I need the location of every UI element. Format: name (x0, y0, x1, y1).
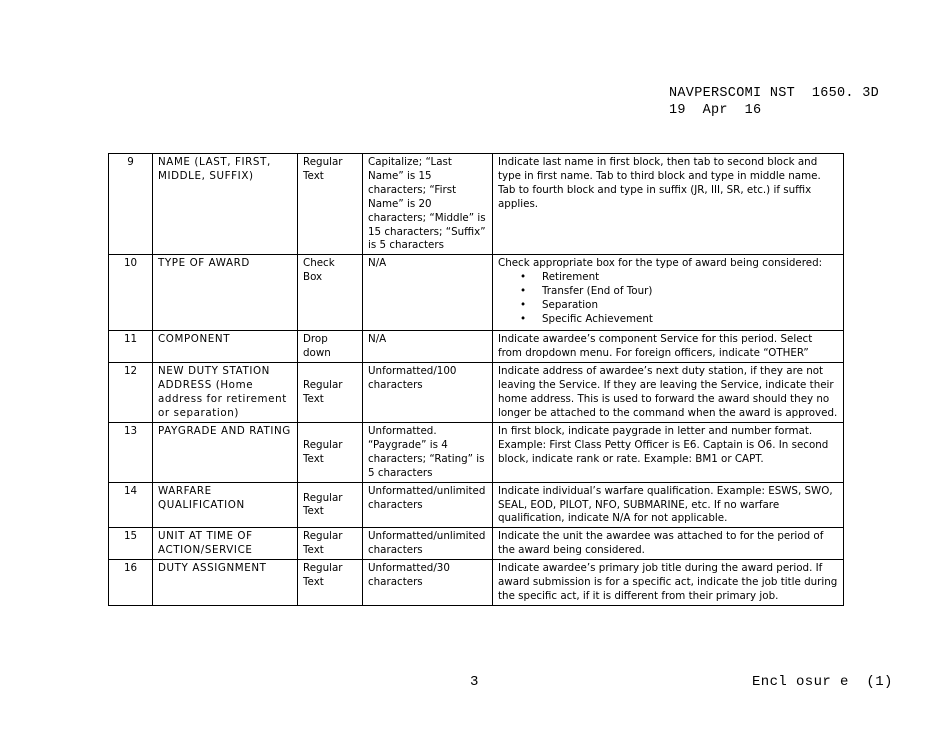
list-item: • Specific Achievement (542, 313, 838, 327)
award-type-options (498, 271, 838, 327)
field-instructions: Indicate address of awardee’s next duty station, if they are not leaving the Service. If they are leaving the Service, indicate their home address. This is used to forward the award should they no longer be attached to the command when the award is approved. (493, 363, 844, 423)
field-name: TYPE OF AWARD (153, 255, 298, 331)
field-format: Unformatted/30 characters (363, 560, 493, 606)
table-row (109, 154, 844, 255)
field-name: DUTY ASSIGNMENT (153, 560, 298, 606)
instruction-number: NAVPERSCOMI NST 1650. 3D (669, 86, 880, 101)
table-row (109, 560, 844, 606)
field-name: COMPONENT (153, 331, 298, 363)
field-instructions: Indicate awardee’s primary job title during the award period. If award submission is for a specific act, indicate the job title during the specific act, if it is different from their primary job. (493, 560, 844, 606)
row-number: 15 (109, 528, 153, 560)
field-name: UNIT AT TIME OF ACTION/SERVICE (153, 528, 298, 560)
table-row (109, 528, 844, 560)
field-instructions (493, 255, 844, 331)
field-instructions: Indicate awardee’s component Service for this period. Select from dropdown menu. For foreign officers, indicate “OTHER” (493, 331, 844, 363)
field-type: Regular Text (298, 528, 363, 560)
list-item: • Transfer (End of Tour) (542, 285, 838, 299)
field-type: Regular Text (298, 154, 363, 255)
field-name: NEW DUTY STATION ADDRESS (Home address for retirement or separation) (153, 363, 298, 423)
row-number: 16 (109, 560, 153, 606)
list-item: • Retirement (542, 271, 838, 285)
instruction-date: 19 Apr 16 (669, 103, 762, 118)
field-name: PAYGRADE AND RATING (153, 422, 298, 482)
field-format: N/A (363, 331, 493, 363)
field-format: Unformatted. “Paygrade” is 4 characters; “Rating” is 5 characters (363, 422, 493, 482)
field-type: Regular Text (298, 560, 363, 606)
field-instructions: Indicate individual’s warfare qualification. Example: ESWS, SWO, SEAL, EOD, PILOT, NFO, SUBMARINE, etc. If no warfare qualification, indicate N/A for not applicable. (493, 482, 844, 528)
field-type: Regular Text (298, 363, 363, 423)
table-row (109, 363, 844, 423)
row-number: 14 (109, 482, 153, 528)
row-number: 12 (109, 363, 153, 423)
field-instructions: In first block, indicate paygrade in letter and number format. Example: First Class Petty Officer is E6. Captain is O6. In second block, indicate rank or rate. Example: BM1 or CAPT. (493, 422, 844, 482)
field-type: Regular Text (298, 422, 363, 482)
enclosure-label: Encl osur e (1) (752, 674, 893, 690)
field-instructions-table (108, 153, 844, 606)
field-format: Capitalize; “Last Name” is 15 characters; “First Name” is 20 characters; “Middle” is 15 characters; “Suffix” is 5 characters (363, 154, 493, 255)
field-format: Unformatted/unlimited characters (363, 482, 493, 528)
list-item: • Separation (542, 299, 838, 313)
field-instructions: Indicate last name in first block, then tab to second block and type in first name. Tab to third block and type in middle name. Tab to fourth block and type in suffix (JR, III, SR, etc.) if suffix applies. (493, 154, 844, 255)
field-format: N/A (363, 255, 493, 331)
instructions-intro: Check appropriate box for the type of award being considered: (498, 257, 823, 270)
field-instructions: Indicate the unit the awardee was attached to for the period of the award being considered. (493, 528, 844, 560)
document-header (669, 85, 879, 119)
field-format: Unformatted/100 characters (363, 363, 493, 423)
field-format: Unformatted/unlimited characters (363, 528, 493, 560)
field-type: Regular Text (298, 482, 363, 528)
field-type: Check Box (298, 255, 363, 331)
table-row (109, 331, 844, 363)
page-number: 3 (470, 674, 479, 690)
row-number: 11 (109, 331, 153, 363)
table-row (109, 482, 844, 528)
table-row (109, 255, 844, 331)
row-number: 9 (109, 154, 153, 255)
row-number: 10 (109, 255, 153, 331)
field-name: WARFARE QUALIFICATION (153, 482, 298, 528)
field-type: Drop down (298, 331, 363, 363)
field-name: NAME (LAST, FIRST, MIDDLE, SUFFIX) (153, 154, 298, 255)
table-row (109, 422, 844, 482)
row-number: 13 (109, 422, 153, 482)
